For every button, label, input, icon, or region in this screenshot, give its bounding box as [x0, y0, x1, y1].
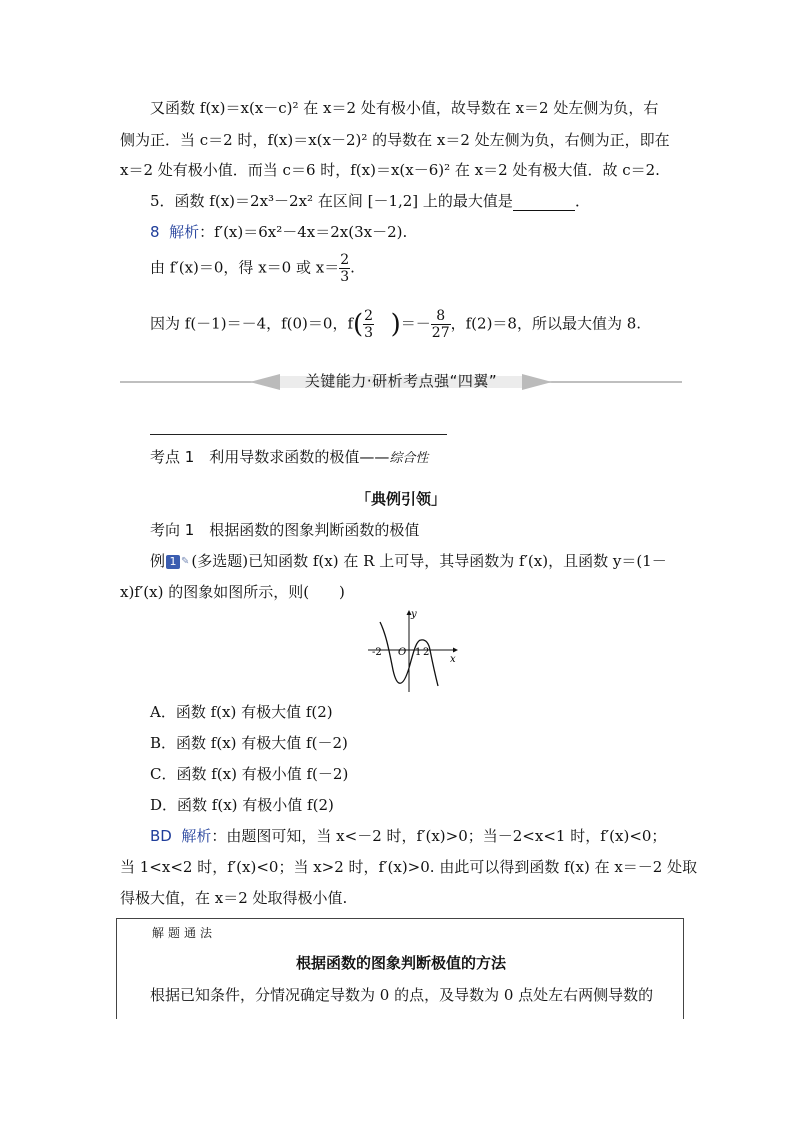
section-title: 「典例引领」 — [355, 490, 446, 508]
fraction-2-3-b: $\frac{2}{3}$ — [364, 308, 374, 341]
section-banner — [120, 368, 682, 394]
tick-2: 2 — [423, 647, 430, 658]
example-analysis-line-2: 当 1<x<2 时，f′(x)<0；当 x>2 时，f′(x)>0. 由此可以得到函数 f(x) 在 x＝－2 处取 — [120, 858, 698, 876]
example-text-2: x)f′(x) 的图象如图所示，则( ) — [120, 583, 345, 601]
example-analysis-line-1: ：由题图可知，当 x<－2 时，f′(x)>0；当－2<x<1 时，f′(x)<0； — [211, 827, 667, 845]
tick-1: 1 — [415, 647, 422, 658]
option-d: D．函数 f(x) 有极小值 f(2) — [150, 796, 334, 814]
question-5-text: 5．函数 f(x)＝2x³－2x² 在区间 [－1,2] 上的最大值是 — [150, 192, 513, 210]
analysis-text: ：f′(x)＝6x²－4x＝2x(3x－2). — [199, 223, 408, 241]
question-5-end: ． — [574, 192, 590, 210]
fraction-8-27: $\frac{8}{27}$ — [431, 308, 450, 341]
y-axis-label: y — [411, 609, 417, 620]
example-answer: BD — [150, 827, 172, 845]
pen-icon: ✎ — [181, 556, 190, 567]
tick-neg-2: -2 — [372, 647, 382, 658]
banner-title: 关键能力·研析考点强“四翼” — [304, 372, 498, 390]
kaodian-heading: 考点 1 利用导数求函数的极值——综合性 — [150, 448, 429, 466]
question-5-answer: 8 — [150, 223, 160, 241]
analysis-label: 解析 — [169, 223, 200, 241]
solution-line-2: 侧为正．当 c＝2 时，f(x)＝x(x－2)² 的导数在 x＝2 处左侧为负，右侧为正，即在 — [120, 131, 670, 149]
option-b: B．函数 f(x) 有极大值 f(－2) — [150, 734, 348, 752]
derivative-graph — [366, 608, 460, 694]
fraction-2-3: $\frac{2}{3}$ — [340, 252, 350, 285]
method-box-text: 根据已知条件，分情况确定导数为 0 的点，及导数为 0 点处左右两侧导数的 — [150, 986, 654, 1004]
divider-rule — [150, 434, 447, 435]
question-5-step-3: 因为 f(－1)＝－4，f(0)＝0，f( $\frac{2}{3}$ )＝－ $\frac{8}{27}$ ，f(2)＝8，所以最大值为 8. — [150, 308, 642, 341]
method-box-title: 根据函数的图象判断极值的方法 — [295, 954, 506, 972]
x-axis-label: x — [450, 654, 456, 665]
step-3-text-a: 因为 f(－1)＝－4，f(0)＝0，f — [150, 314, 354, 333]
step-2-text: 由 f′(x)＝0，得 x＝0 或 x＝ — [150, 258, 340, 277]
solution-line-3: x＝2 处有极小值．而当 c＝6 时，f(x)＝x(x－6)² 在 x＝2 处有极大值．故 c＝2. — [120, 161, 660, 179]
option-a: A．函数 f(x) 有极大值 f(2) — [150, 703, 333, 721]
example-1: 例 1 ✎ (多选题)已知函数 f(x) 在 R 上可导，其导函数为 f′(x)，且函数 y＝(1－ — [150, 552, 667, 570]
answer-blank — [513, 196, 575, 211]
example-text-1: (多选题)已知函数 f(x) 在 R 上可导，其导函数为 f′(x)，且函数 y＝(1－ — [191, 552, 667, 570]
example-analysis — [150, 826, 666, 846]
question-5-step-2: 由 f′(x)＝0，得 x＝0 或 x＝ $\frac{2}{3}$ . — [150, 252, 355, 285]
question-5-analysis — [150, 222, 407, 242]
kaoxiang-heading: 考向 1 根据函数的图象判断函数的极值 — [150, 521, 420, 539]
question-5 — [150, 191, 590, 211]
origin-label: O — [398, 647, 407, 658]
step-3-text-c: ，f(2)＝8，所以最大值为 8. — [450, 314, 642, 333]
example-analysis-line-3: 得极大值，在 x＝2 处取得极小值. — [120, 889, 348, 907]
solution-line-1: 又函数 f(x)＝x(x－c)² 在 x＝2 处有极小值，故导数在 x＝2 处左侧为负，右 — [150, 99, 659, 117]
example-number-badge: 1 — [166, 555, 180, 569]
method-box-label: 解题通法 — [152, 926, 217, 940]
example-analysis-label: 解析 — [181, 827, 212, 845]
option-c: C．函数 f(x) 有极小值 f(－2) — [150, 765, 349, 783]
